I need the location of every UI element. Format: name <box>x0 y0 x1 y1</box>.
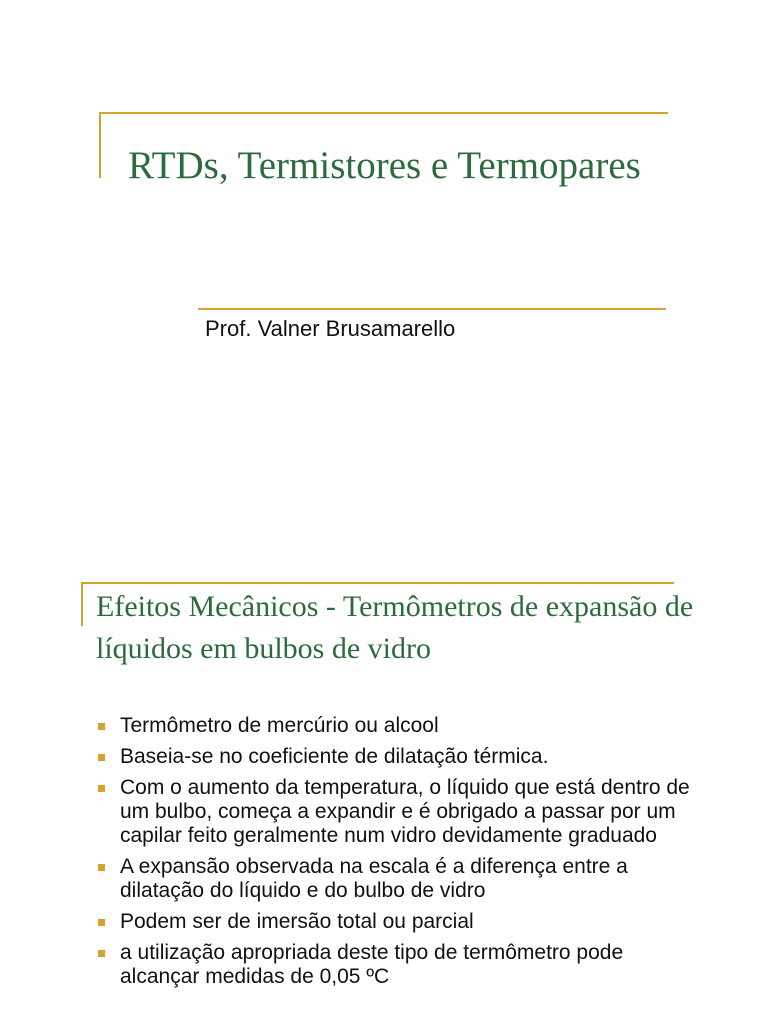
list-item-text: A expansão observada na escala é a diferença entre a dilatação do líquido e do bulbo de vidro <box>120 855 628 902</box>
list-item-text: Termômetro de mercúrio ou alcool <box>120 714 439 737</box>
subtitle-rule <box>198 308 666 310</box>
bullet-list <box>96 714 696 996</box>
top-rule <box>82 582 674 584</box>
square-bullet-icon <box>98 864 105 871</box>
square-bullet-icon <box>98 950 105 957</box>
list-item-text: Podem ser de imersão total ou parcial <box>120 910 474 933</box>
list-item <box>96 745 696 769</box>
square-bullet-icon <box>98 919 105 926</box>
author-name: Prof. Valner Brusamarello <box>205 316 456 341</box>
list-item-text: Com o aumento da temperatura, o líquido que está dentro de um bulbo, começa a expandir e é obrigado a passar por um capilar feito geralmente num vidro devidamente graduado <box>120 776 690 847</box>
list-item-text: a utilização apropriada deste tipo de termômetro pode alcançar medidas de 0,05 ºC <box>120 941 624 988</box>
left-rule <box>99 112 101 178</box>
square-bullet-icon <box>98 754 105 761</box>
list-item <box>96 941 696 989</box>
list-item <box>96 855 696 903</box>
list-item <box>96 714 696 738</box>
list-item <box>96 910 696 934</box>
list-item <box>96 776 696 848</box>
slide-title: Efeitos Mecânicos - Termômetros de expansão de líquidos em bulbos de vidro <box>96 590 694 665</box>
list-item-text: Baseia-se no coeficiente de dilatação térmica. <box>120 745 549 768</box>
slide-title: RTDs, Termistores e Termopares <box>128 144 641 187</box>
square-bullet-icon <box>98 723 105 730</box>
square-bullet-icon <box>98 785 105 792</box>
top-rule <box>100 112 668 114</box>
left-rule <box>81 582 83 626</box>
